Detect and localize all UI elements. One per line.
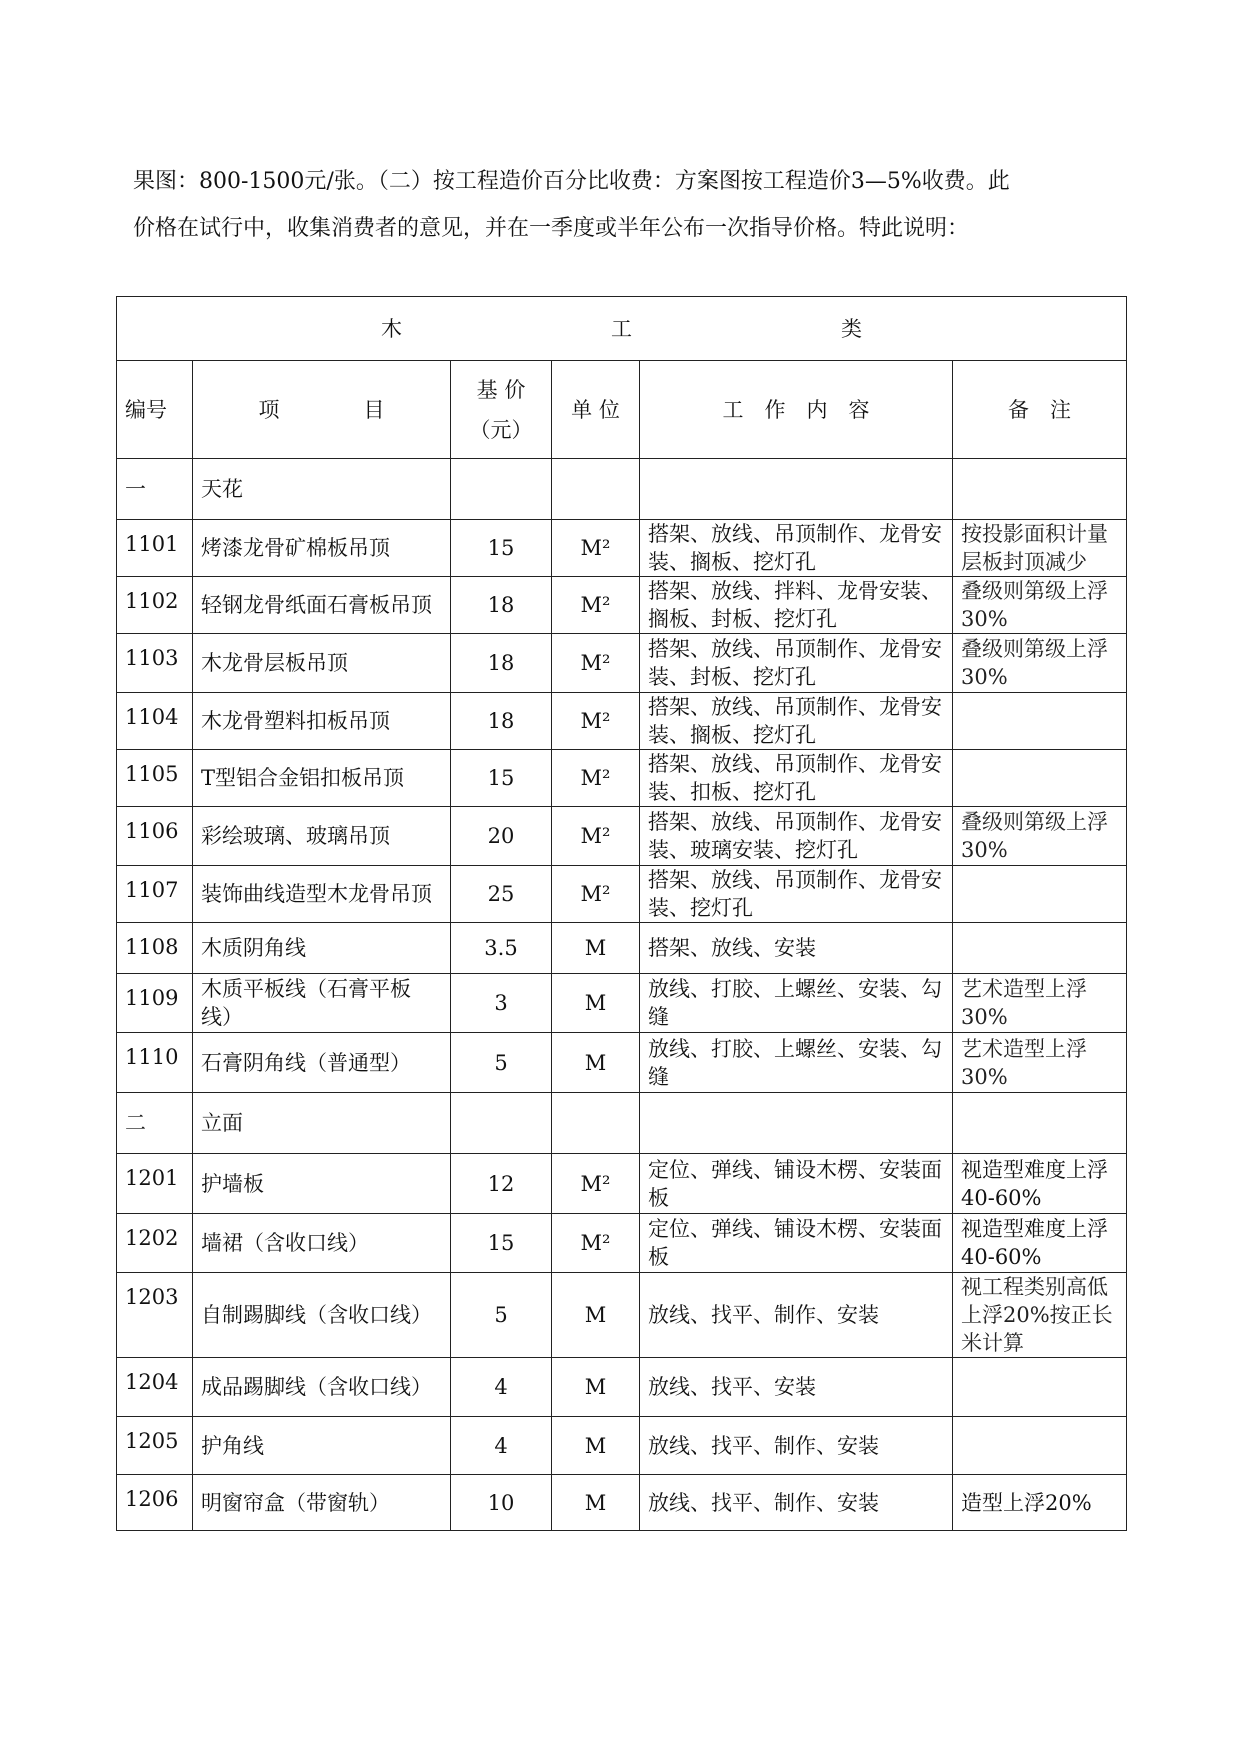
cell-content: 定位、弹线、铺设木楞、安装面板 — [640, 1214, 953, 1273]
cell-content: 搭架、放线、拌料、龙骨安装、搁板、封板、挖灯孔 — [640, 577, 953, 634]
cell-code: 1203 — [117, 1273, 193, 1358]
cell-price: 15 — [451, 520, 552, 577]
cell-price: 20 — [451, 807, 552, 866]
table-title-row — [117, 297, 1127, 361]
table-row — [117, 693, 1127, 750]
cell-note: 视工程类别高低上浮20%按正长米计算 — [953, 1273, 1127, 1358]
header-price — [451, 361, 552, 459]
cell-note: 视造型难度上浮40-60% — [953, 1214, 1127, 1273]
cell-unit: M — [552, 1417, 640, 1475]
cell-code: 1204 — [117, 1358, 193, 1417]
cell-note: 艺术造型上浮30% — [953, 974, 1127, 1033]
section-empty-cell — [640, 1093, 953, 1154]
cell-price: 18 — [451, 693, 552, 750]
header-code: 编号 — [117, 361, 193, 459]
cell-note: 视造型难度上浮40-60% — [953, 1154, 1127, 1214]
cell-content: 搭架、放线、吊顶制作、龙骨安装、扣板、挖灯孔 — [640, 750, 953, 807]
table-row — [117, 866, 1127, 923]
cell-content: 定位、弹线、铺设木楞、安装面板 — [640, 1154, 953, 1214]
section-code: 二 — [117, 1093, 193, 1154]
table-row — [117, 750, 1127, 807]
cell-item: 护角线 — [193, 1417, 451, 1475]
cell-content: 放线、找平、安装 — [640, 1358, 953, 1417]
cell-unit: M — [552, 974, 640, 1033]
cell-unit: M — [552, 1033, 640, 1093]
section-row — [117, 1093, 1127, 1154]
table-title-char: 类 — [841, 316, 863, 341]
cell-code: 1202 — [117, 1214, 193, 1273]
cell-code: 1105 — [117, 750, 193, 807]
cell-code: 1109 — [117, 974, 193, 1033]
cell-code: 1110 — [117, 1033, 193, 1093]
table-row — [117, 577, 1127, 634]
cell-content: 放线、找平、制作、安装 — [640, 1273, 953, 1358]
cell-price: 4 — [451, 1417, 552, 1475]
cell-note — [953, 693, 1127, 750]
cell-unit: M² — [552, 750, 640, 807]
section-empty-cell — [552, 1093, 640, 1154]
cell-code: 1107 — [117, 866, 193, 923]
cell-code: 1108 — [117, 923, 193, 974]
cell-unit: M² — [552, 807, 640, 866]
cell-price: 4 — [451, 1358, 552, 1417]
cell-note: 造型上浮20% — [953, 1475, 1127, 1531]
cell-unit: M — [552, 1475, 640, 1531]
cell-code: 1201 — [117, 1154, 193, 1214]
cell-note: 按投影面积计量层板封顶减少 — [953, 520, 1127, 577]
cell-price: 12 — [451, 1154, 552, 1214]
table-row — [117, 974, 1127, 1033]
header-note: 备 注 — [953, 361, 1127, 459]
intro-line-1: 果图：800-1500元/张。（二）按工程造价百分比收费：方案图按工程造价3—5%收费。此 — [133, 169, 1010, 194]
cell-item: 石膏阴角线（普通型） — [193, 1033, 451, 1093]
cell-item: 成品踢脚线（含收口线） — [193, 1358, 451, 1417]
cell-note: 叠级则第级上浮30% — [953, 807, 1127, 866]
cell-unit: M — [552, 923, 640, 974]
cell-price: 18 — [451, 634, 552, 693]
cell-code: 1102 — [117, 577, 193, 634]
cell-code: 1104 — [117, 693, 193, 750]
cell-content: 搭架、放线、吊顶制作、龙骨安装、封板、挖灯孔 — [640, 634, 953, 693]
cell-content: 搭架、放线、吊顶制作、龙骨安装、玻璃安装、挖灯孔 — [640, 807, 953, 866]
table-row — [117, 634, 1127, 693]
cell-unit: M — [552, 1358, 640, 1417]
cell-content: 搭架、放线、吊顶制作、龙骨安装、挖灯孔 — [640, 866, 953, 923]
cell-item: 自制踢脚线（含收口线） — [193, 1273, 451, 1358]
section-empty-cell — [552, 459, 640, 520]
cell-content: 放线、打胶、上螺丝、安装、勾缝 — [640, 974, 953, 1033]
cell-content: 放线、找平、制作、安装 — [640, 1475, 953, 1531]
cell-note — [953, 866, 1127, 923]
cell-content: 搭架、放线、吊顶制作、龙骨安装、搁板、挖灯孔 — [640, 520, 953, 577]
table-header-row — [117, 361, 1127, 459]
table-row — [117, 1417, 1127, 1475]
section-empty-cell — [451, 1093, 552, 1154]
section-empty-cell — [640, 459, 953, 520]
table-row — [117, 1358, 1127, 1417]
intro-paragraph — [133, 158, 1123, 252]
table-row — [117, 1214, 1127, 1273]
cell-price: 10 — [451, 1475, 552, 1531]
table-row — [117, 1154, 1127, 1214]
header-price-line-1: 基 价 — [476, 377, 526, 402]
cell-note: 叠级则第级上浮30% — [953, 634, 1127, 693]
cell-item: 木龙骨层板吊顶 — [193, 634, 451, 693]
cell-note — [953, 1417, 1127, 1475]
cell-item: 烤漆龙骨矿棉板吊顶 — [193, 520, 451, 577]
cell-code: 1103 — [117, 634, 193, 693]
cell-price: 18 — [451, 577, 552, 634]
cell-unit: M² — [552, 634, 640, 693]
cell-note — [953, 1358, 1127, 1417]
cell-item: 彩绘玻璃、玻璃吊顶 — [193, 807, 451, 866]
cell-note — [953, 750, 1127, 807]
cell-item: 轻钢龙骨纸面石膏板吊顶 — [193, 577, 451, 634]
cell-content: 搭架、放线、吊顶制作、龙骨安装、搁板、挖灯孔 — [640, 693, 953, 750]
cell-item: 护墙板 — [193, 1154, 451, 1214]
section-name: 立面 — [193, 1093, 451, 1154]
table-title — [117, 297, 1127, 361]
cell-code: 1205 — [117, 1417, 193, 1475]
cell-content: 放线、打胶、上螺丝、安装、勾缝 — [640, 1033, 953, 1093]
cell-item: T型铝合金铝扣板吊顶 — [193, 750, 451, 807]
table-title-char: 木 — [381, 316, 403, 341]
price-table — [116, 296, 1127, 1531]
cell-code: 1106 — [117, 807, 193, 866]
section-code: 一 — [117, 459, 193, 520]
table-row — [117, 923, 1127, 974]
section-empty-cell — [953, 1093, 1127, 1154]
cell-content: 放线、找平、制作、安装 — [640, 1417, 953, 1475]
header-item: 项 目 — [193, 361, 451, 459]
cell-price: 5 — [451, 1033, 552, 1093]
cell-item: 木质平板线（石膏平板线） — [193, 974, 451, 1033]
cell-price: 15 — [451, 750, 552, 807]
cell-price: 15 — [451, 1214, 552, 1273]
section-name: 天花 — [193, 459, 451, 520]
table-row — [117, 1033, 1127, 1093]
cell-item: 明窗帘盒（带窗轨） — [193, 1475, 451, 1531]
cell-unit: M² — [552, 1214, 640, 1273]
cell-unit: M² — [552, 866, 640, 923]
cell-unit: M — [552, 1273, 640, 1358]
intro-line-2: 价格在试行中，收集消费者的意见，并在一季度或半年公布一次指导价格。特此说明： — [133, 216, 970, 241]
section-empty-cell — [953, 459, 1127, 520]
cell-code: 1101 — [117, 520, 193, 577]
table-row — [117, 520, 1127, 577]
cell-item: 木质阴角线 — [193, 923, 451, 974]
cell-price: 3 — [451, 974, 552, 1033]
cell-note: 艺术造型上浮30% — [953, 1033, 1127, 1093]
cell-unit: M² — [552, 693, 640, 750]
cell-code: 1206 — [117, 1475, 193, 1531]
table-row — [117, 1273, 1127, 1358]
header-content: 工 作 内 容 — [640, 361, 953, 459]
cell-price: 25 — [451, 866, 552, 923]
cell-note — [953, 923, 1127, 974]
cell-content: 搭架、放线、安装 — [640, 923, 953, 974]
cell-unit: M² — [552, 520, 640, 577]
cell-price: 5 — [451, 1273, 552, 1358]
section-row — [117, 459, 1127, 520]
cell-item: 墙裙（含收口线） — [193, 1214, 451, 1273]
section-empty-cell — [451, 459, 552, 520]
cell-item: 木龙骨塑料扣板吊顶 — [193, 693, 451, 750]
cell-item: 装饰曲线造型木龙骨吊顶 — [193, 866, 451, 923]
header-unit: 单 位 — [552, 361, 640, 459]
table-row — [117, 807, 1127, 866]
cell-unit: M² — [552, 577, 640, 634]
table-row — [117, 1475, 1127, 1531]
cell-price: 3.5 — [451, 923, 552, 974]
header-price-line-2: （元） — [469, 417, 533, 442]
cell-unit: M² — [552, 1154, 640, 1214]
table-title-char: 工 — [611, 316, 633, 341]
cell-note: 叠级则第级上浮30% — [953, 577, 1127, 634]
